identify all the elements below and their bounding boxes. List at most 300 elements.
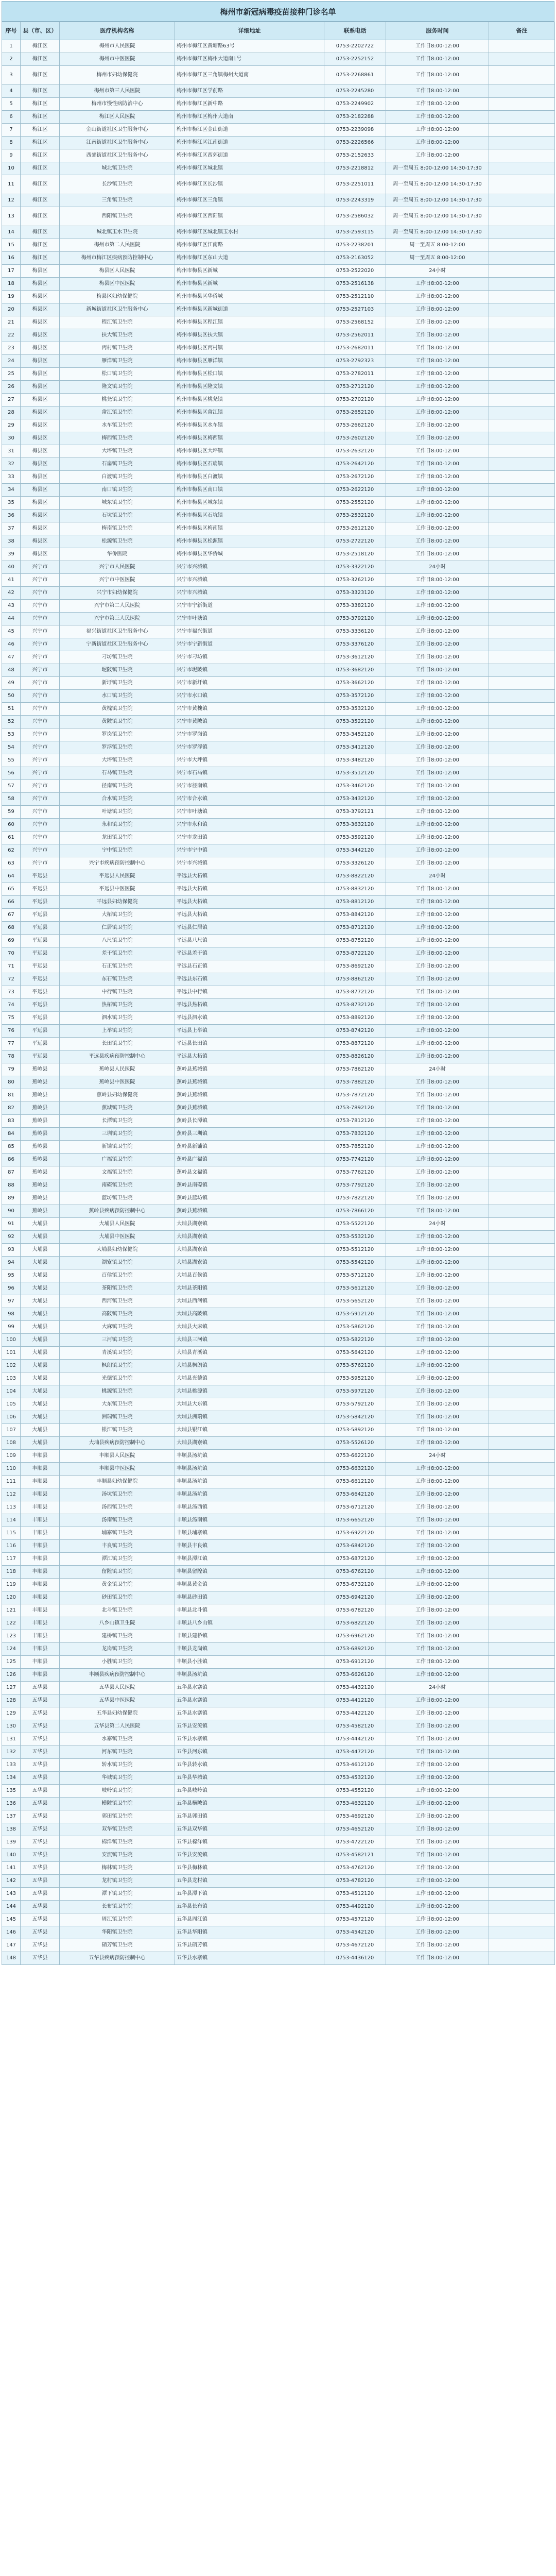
row-address: 五华县转水镇 — [175, 1759, 324, 1772]
row-index: 137 — [2, 1810, 21, 1823]
row-address: 蕉岭县蓝坊镇 — [175, 1192, 324, 1205]
row-index: 63 — [2, 857, 21, 870]
row-phone: 0753-3326120 — [324, 857, 386, 870]
table-row — [2, 1282, 555, 1295]
row-phone: 0753-3336120 — [324, 625, 386, 638]
row-county: 梅江区 — [21, 207, 60, 226]
row-index: 52 — [2, 716, 21, 728]
row-phone: 0753-7822120 — [324, 1192, 386, 1205]
row-address: 丰顺县小胜镇 — [175, 1656, 324, 1669]
row-county: 梅江区 — [21, 66, 60, 85]
row-institution: 三角镇卫生院 — [60, 194, 175, 207]
table-row — [2, 381, 555, 394]
row-index: 143 — [2, 1888, 21, 1901]
row-phone: 0753-7872120 — [324, 1089, 386, 1102]
row-phone: 0753-8752120 — [324, 935, 386, 947]
row-county: 兴宁市 — [21, 741, 60, 754]
row-address: 兴宁市龙田镇 — [175, 832, 324, 844]
row-index: 27 — [2, 394, 21, 406]
row-county: 大埔县 — [21, 1244, 60, 1257]
row-hours: 工作日8:00-12:00 — [386, 1617, 489, 1630]
table-row — [2, 1244, 555, 1257]
row-institution: 茶阳镇卫生院 — [60, 1282, 175, 1295]
row-index: 47 — [2, 651, 21, 664]
row-address: 梅州市梅县区新城街道 — [175, 303, 324, 316]
row-hours: 工作日8:00-12:00 — [386, 1282, 489, 1295]
row-institution: 汤南镇卫生院 — [60, 1514, 175, 1527]
row-phone: 0753-5532120 — [324, 1231, 386, 1244]
row-index: 39 — [2, 548, 21, 561]
row-phone: 0753-7866120 — [324, 1205, 386, 1218]
row-index: 91 — [2, 1218, 21, 1231]
row-index: 112 — [2, 1488, 21, 1501]
row-county: 梅县区 — [21, 445, 60, 458]
row-address: 平远县仁居镇 — [175, 922, 324, 935]
row-hours: 工作日8:00-12:00 — [386, 690, 489, 703]
row-hours: 工作日8:00-12:00 — [386, 625, 489, 638]
row-index: 113 — [2, 1501, 21, 1514]
row-hours: 工作日8:00-12:00 — [386, 1385, 489, 1398]
row-address: 大埔县银江镇 — [175, 1424, 324, 1437]
row-index: 87 — [2, 1166, 21, 1179]
row-hours: 工作日8:00-12:00 — [386, 1012, 489, 1025]
row-remarks — [489, 1321, 555, 1334]
row-hours: 工作日8:00-12:00 — [386, 1424, 489, 1437]
row-address: 五华县硝芳镇 — [175, 1939, 324, 1952]
row-address: 梅州市梅县区华侨城 — [175, 291, 324, 303]
row-index: 83 — [2, 1115, 21, 1128]
row-remarks — [489, 1810, 555, 1823]
row-address: 五华县水寨镇 — [175, 1952, 324, 1965]
row-address: 梅州市梅县区华侨城 — [175, 548, 324, 561]
row-county: 大埔县 — [21, 1372, 60, 1385]
row-county: 梅县区 — [21, 535, 60, 548]
row-index: 6 — [2, 111, 21, 124]
row-phone: 0753-2782011 — [324, 368, 386, 381]
row-hours: 周一至周五 8:00-12:00 14:30-17:30 — [386, 226, 489, 239]
row-index: 93 — [2, 1244, 21, 1257]
row-hours: 工作日8:00-12:00 — [386, 522, 489, 535]
row-hours: 工作日8:00-12:00 — [386, 1398, 489, 1411]
row-address: 五华县龙村镇 — [175, 1875, 324, 1888]
row-hours: 工作日8:00-12:00 — [386, 98, 489, 111]
row-index: 78 — [2, 1050, 21, 1063]
row-index: 59 — [2, 806, 21, 819]
row-institution: 桃尧镇卫生院 — [60, 394, 175, 406]
row-remarks — [489, 1501, 555, 1514]
row-hours: 工作日8:00-12:00 — [386, 278, 489, 291]
row-hours: 工作日8:00-12:00 — [386, 1141, 489, 1154]
row-index: 144 — [2, 1901, 21, 1913]
row-phone: 0753-3322120 — [324, 561, 386, 574]
row-index: 103 — [2, 1372, 21, 1385]
row-remarks — [489, 1785, 555, 1798]
row-remarks — [489, 355, 555, 368]
row-index: 132 — [2, 1746, 21, 1759]
row-county: 梅县区 — [21, 497, 60, 510]
row-remarks — [489, 1218, 555, 1231]
row-hours: 工作日8:00-12:00 — [386, 1076, 489, 1089]
row-remarks — [489, 728, 555, 741]
row-institution: 隆文镇卫生院 — [60, 381, 175, 394]
row-address: 兴宁市黄陂镇 — [175, 716, 324, 728]
table-row — [2, 574, 555, 587]
row-hours: 工作日8:00-12:00 — [386, 1463, 489, 1476]
row-remarks — [489, 194, 555, 207]
row-county: 梅江区 — [21, 124, 60, 137]
row-address: 蕉岭县文福镇 — [175, 1166, 324, 1179]
row-address: 梅州市梅江区西郊街道 — [175, 149, 324, 162]
row-phone: 0753-2522020 — [324, 265, 386, 278]
row-remarks — [489, 1102, 555, 1115]
table-row — [2, 909, 555, 922]
row-index: 117 — [2, 1553, 21, 1566]
row-hours: 工作日8:00-12:00 — [386, 1411, 489, 1424]
row-county: 兴宁市 — [21, 625, 60, 638]
row-county: 梅县区 — [21, 381, 60, 394]
table-row — [2, 690, 555, 703]
row-institution: 大麻镇卫生院 — [60, 1321, 175, 1334]
row-hours: 工作日8:00-12:00 — [386, 406, 489, 419]
row-institution: 百侯镇卫生院 — [60, 1269, 175, 1282]
row-county: 五华县 — [21, 1888, 60, 1901]
row-index: 129 — [2, 1707, 21, 1720]
row-remarks — [489, 1656, 555, 1669]
row-remarks — [489, 484, 555, 497]
row-institution: 五华县中医医院 — [60, 1694, 175, 1707]
table-row — [2, 1218, 555, 1231]
row-phone: 0753-5822120 — [324, 1334, 386, 1347]
row-institution: 梅州市人民医院 — [60, 40, 175, 53]
row-county: 梅江区 — [21, 149, 60, 162]
row-phone: 0753-4412120 — [324, 1694, 386, 1707]
row-remarks — [489, 381, 555, 394]
row-county: 平远县 — [21, 896, 60, 909]
row-institution: 水车镇卫生院 — [60, 419, 175, 432]
row-phone: 0753-2662120 — [324, 419, 386, 432]
row-remarks — [489, 85, 555, 98]
row-address: 梅州市梅江区梅州大道南1号 — [175, 53, 324, 66]
row-remarks — [489, 587, 555, 600]
row-institution: 砂田镇卫生院 — [60, 1591, 175, 1604]
row-institution: 平远县人民医院 — [60, 870, 175, 883]
row-index: 14 — [2, 226, 21, 239]
row-county: 平远县 — [21, 973, 60, 986]
row-hours: 工作日8:00-12:00 — [386, 1733, 489, 1746]
row-address: 五华县长布镇 — [175, 1901, 324, 1913]
row-phone: 0753-3632120 — [324, 819, 386, 832]
row-address: 平远县八尺镇 — [175, 935, 324, 947]
row-phone: 0753-3792120 — [324, 613, 386, 625]
row-index: 74 — [2, 999, 21, 1012]
row-phone: 0753-3452120 — [324, 728, 386, 741]
row-phone: 0753-4512120 — [324, 1888, 386, 1901]
row-county: 梅县区 — [21, 291, 60, 303]
row-index: 35 — [2, 497, 21, 510]
row-remarks — [489, 207, 555, 226]
row-phone: 0753-8892120 — [324, 1012, 386, 1025]
row-institution: 城东镇卫生院 — [60, 497, 175, 510]
row-phone: 0753-2518120 — [324, 548, 386, 561]
row-phone: 0753-2652120 — [324, 406, 386, 419]
row-index: 108 — [2, 1437, 21, 1450]
row-county: 五华县 — [21, 1836, 60, 1849]
row-remarks — [489, 1257, 555, 1269]
table-row — [2, 1295, 555, 1308]
row-remarks — [489, 329, 555, 342]
row-address: 丰顺县砂田镇 — [175, 1591, 324, 1604]
row-county: 丰顺县 — [21, 1540, 60, 1553]
row-address: 兴宁市兴城镇 — [175, 857, 324, 870]
row-institution: 雁洋镇卫生院 — [60, 355, 175, 368]
row-remarks — [489, 406, 555, 419]
table-row — [2, 728, 555, 741]
row-county: 梅县区 — [21, 419, 60, 432]
table-row — [2, 1810, 555, 1823]
table-row — [2, 207, 555, 226]
row-address: 丰顺县汤西镇 — [175, 1501, 324, 1514]
row-address: 大埔县桃源镇 — [175, 1385, 324, 1398]
row-remarks — [489, 613, 555, 625]
row-index: 21 — [2, 316, 21, 329]
row-address: 兴宁市兴城镇 — [175, 587, 324, 600]
row-institution: 丰良镇卫生院 — [60, 1540, 175, 1553]
row-index: 68 — [2, 922, 21, 935]
row-address: 五华县横陂镇 — [175, 1798, 324, 1810]
row-remarks — [489, 40, 555, 53]
row-address: 丰顺县汤坑镇 — [175, 1476, 324, 1488]
row-address: 梅州市梅县区水车镇 — [175, 419, 324, 432]
row-address: 五华县安流镇 — [175, 1849, 324, 1862]
row-county: 大埔县 — [21, 1398, 60, 1411]
row-institution: 福兴街道社区卫生服务中心 — [60, 625, 175, 638]
row-phone: 0753-5522120 — [324, 1218, 386, 1231]
row-phone: 0753-2622120 — [324, 484, 386, 497]
row-hours: 24小时 — [386, 1450, 489, 1463]
row-hours: 工作日8:00-12:00 — [386, 1166, 489, 1179]
table-row — [2, 548, 555, 561]
row-remarks — [489, 124, 555, 137]
table-row — [2, 677, 555, 690]
row-address: 平远县大柘镇 — [175, 896, 324, 909]
row-hours: 工作日8:00-12:00 — [386, 780, 489, 793]
row-institution: 黄槐镇卫生院 — [60, 703, 175, 716]
row-county: 五华县 — [21, 1707, 60, 1720]
row-hours: 工作日8:00-12:00 — [386, 1231, 489, 1244]
row-index: 48 — [2, 664, 21, 677]
row-address: 平远县大柘镇 — [175, 909, 324, 922]
row-county: 兴宁市 — [21, 844, 60, 857]
row-county: 梅江区 — [21, 162, 60, 175]
row-hours: 工作日8:00-12:00 — [386, 1514, 489, 1527]
row-index: 19 — [2, 291, 21, 303]
row-address: 五华县华阳镇 — [175, 1926, 324, 1939]
row-address: 蕉岭县广福镇 — [175, 1154, 324, 1166]
row-remarks — [489, 806, 555, 819]
table-row — [2, 806, 555, 819]
table-row — [2, 98, 555, 111]
table-row — [2, 394, 555, 406]
row-index: 96 — [2, 1282, 21, 1295]
row-hours: 工作日8:00-12:00 — [386, 85, 489, 98]
row-institution: 硝芳镇卫生院 — [60, 1939, 175, 1952]
row-hours: 工作日8:00-12:00 — [386, 1476, 489, 1488]
row-hours: 工作日8:00-12:00 — [386, 1295, 489, 1308]
row-institution: 江南街道社区卫生服务中心 — [60, 137, 175, 149]
table-row — [2, 124, 555, 137]
table-row — [2, 1269, 555, 1282]
row-hours: 24小时 — [386, 1682, 489, 1694]
row-remarks — [489, 1244, 555, 1257]
row-institution: 埔寨镇卫生院 — [60, 1527, 175, 1540]
row-phone: 0753-3323120 — [324, 587, 386, 600]
row-index: 25 — [2, 368, 21, 381]
row-hours: 工作日8:00-12:00 — [386, 1308, 489, 1321]
row-remarks — [489, 986, 555, 999]
row-address: 梅州市梅县区石坑镇 — [175, 510, 324, 522]
row-phone: 0753-6762120 — [324, 1566, 386, 1579]
row-remarks — [489, 432, 555, 445]
row-remarks — [489, 458, 555, 471]
row-index: 80 — [2, 1076, 21, 1089]
row-county: 平远县 — [21, 960, 60, 973]
table-row — [2, 1424, 555, 1437]
row-hours: 工作日8:00-12:00 — [386, 819, 489, 832]
row-address: 梅州市梅江区西阳镇 — [175, 207, 324, 226]
row-institution: 北斗镇卫生院 — [60, 1604, 175, 1617]
row-address: 五华县棉洋镇 — [175, 1836, 324, 1849]
row-index: 15 — [2, 239, 21, 252]
row-institution: 长沙镇卫生院 — [60, 175, 175, 194]
row-county: 五华县 — [21, 1772, 60, 1785]
row-institution: 坭陂镇卫生院 — [60, 664, 175, 677]
row-hours: 工作日8:00-12:00 — [386, 1179, 489, 1192]
row-hours: 工作日8:00-12:00 — [386, 1901, 489, 1913]
table-row — [2, 1617, 555, 1630]
row-index: 11 — [2, 175, 21, 194]
row-phone: 0753-6612120 — [324, 1476, 386, 1488]
table-row — [2, 1411, 555, 1424]
table-row — [2, 780, 555, 793]
row-address: 五华县双华镇 — [175, 1823, 324, 1836]
row-address: 平远县差干镇 — [175, 947, 324, 960]
row-remarks — [489, 137, 555, 149]
row-hours: 工作日8:00-12:00 — [386, 703, 489, 716]
row-institution: 梅州市第二人民医院 — [60, 239, 175, 252]
row-index: 73 — [2, 986, 21, 999]
row-county: 梅江区 — [21, 111, 60, 124]
row-county: 平远县 — [21, 883, 60, 896]
row-address: 梅州市梅江区学前路 — [175, 85, 324, 98]
row-index: 1 — [2, 40, 21, 53]
row-remarks — [489, 510, 555, 522]
row-phone: 0753-5972120 — [324, 1385, 386, 1398]
table-row — [2, 1514, 555, 1527]
row-index: 104 — [2, 1385, 21, 1398]
row-address: 丰顺县丰良镇 — [175, 1540, 324, 1553]
row-county: 大埔县 — [21, 1437, 60, 1450]
row-remarks — [489, 1527, 555, 1540]
row-address: 兴宁市永和镇 — [175, 819, 324, 832]
row-county: 大埔县 — [21, 1231, 60, 1244]
row-phone: 0753-2682011 — [324, 342, 386, 355]
row-phone: 0753-2712120 — [324, 381, 386, 394]
row-institution: 罗浮镇卫生院 — [60, 741, 175, 754]
row-institution: 棉洋镇卫生院 — [60, 1836, 175, 1849]
row-county: 五华县 — [21, 1733, 60, 1746]
row-address: 梅州市梅县区南口镇 — [175, 484, 324, 497]
row-institution: 梅县区人民医院 — [60, 265, 175, 278]
row-remarks — [489, 883, 555, 896]
row-remarks — [489, 239, 555, 252]
row-address: 蕉岭县蕉城镇 — [175, 1076, 324, 1089]
row-remarks — [489, 1591, 555, 1604]
row-remarks — [489, 1488, 555, 1501]
row-index: 81 — [2, 1089, 21, 1102]
table-row — [2, 1798, 555, 1810]
row-phone: 0753-7862120 — [324, 1063, 386, 1076]
row-county: 大埔县 — [21, 1295, 60, 1308]
row-institution: 石正镇卫生院 — [60, 960, 175, 973]
row-address: 平远县大柘镇 — [175, 1050, 324, 1063]
page-title: 梅州市新冠病毒疫苗接种门诊名单 — [2, 1, 554, 22]
row-county: 平远县 — [21, 1012, 60, 1025]
row-index: 60 — [2, 819, 21, 832]
row-remarks — [489, 1514, 555, 1527]
row-county: 兴宁市 — [21, 638, 60, 651]
row-hours: 周一至周五 8:00-12:00 14:30-17:30 — [386, 175, 489, 194]
row-address: 大埔县高陂镇 — [175, 1308, 324, 1321]
row-address: 五华县岐岭镇 — [175, 1785, 324, 1798]
row-index: 134 — [2, 1772, 21, 1785]
row-institution: 潭江镇卫生院 — [60, 1553, 175, 1566]
row-hours: 工作日8:00-12:00 — [386, 1862, 489, 1875]
row-county: 梅县区 — [21, 484, 60, 497]
table-header — [2, 22, 555, 40]
table-row — [2, 1025, 555, 1038]
row-county: 五华县 — [21, 1952, 60, 1965]
table-row — [2, 986, 555, 999]
row-hours: 工作日8:00-12:00 — [386, 844, 489, 857]
row-address: 兴宁市叶塘镇 — [175, 613, 324, 625]
row-remarks — [489, 66, 555, 85]
row-phone: 0753-8822120 — [324, 870, 386, 883]
row-hours: 工作日8:00-12:00 — [386, 999, 489, 1012]
row-phone: 0753-6842120 — [324, 1540, 386, 1553]
row-phone: 0753-4572120 — [324, 1913, 386, 1926]
row-institution: 大坪镇卫生院 — [60, 445, 175, 458]
row-hours: 工作日8:00-12:00 — [386, 1579, 489, 1591]
row-index: 42 — [2, 587, 21, 600]
row-phone: 0753-2252152 — [324, 53, 386, 66]
row-institution: 松口镇卫生院 — [60, 368, 175, 381]
row-phone: 0753-5542120 — [324, 1257, 386, 1269]
row-hours: 工作日8:00-12:00 — [386, 922, 489, 935]
row-remarks — [489, 1231, 555, 1244]
row-index: 57 — [2, 780, 21, 793]
row-address: 梅州市梅江区东山大道 — [175, 252, 324, 265]
row-remarks — [489, 1269, 555, 1282]
row-index: 126 — [2, 1669, 21, 1682]
row-county: 兴宁市 — [21, 600, 60, 613]
row-institution: 大埔县妇幼保健院 — [60, 1244, 175, 1257]
row-institution: 留隍镇卫生院 — [60, 1566, 175, 1579]
row-phone: 0753-8742120 — [324, 1025, 386, 1038]
row-county: 梅江区 — [21, 252, 60, 265]
row-hours: 工作日8:00-12:00 — [386, 960, 489, 973]
row-address: 兴宁市叶塘镇 — [175, 806, 324, 819]
row-hours: 工作日8:00-12:00 — [386, 1836, 489, 1849]
